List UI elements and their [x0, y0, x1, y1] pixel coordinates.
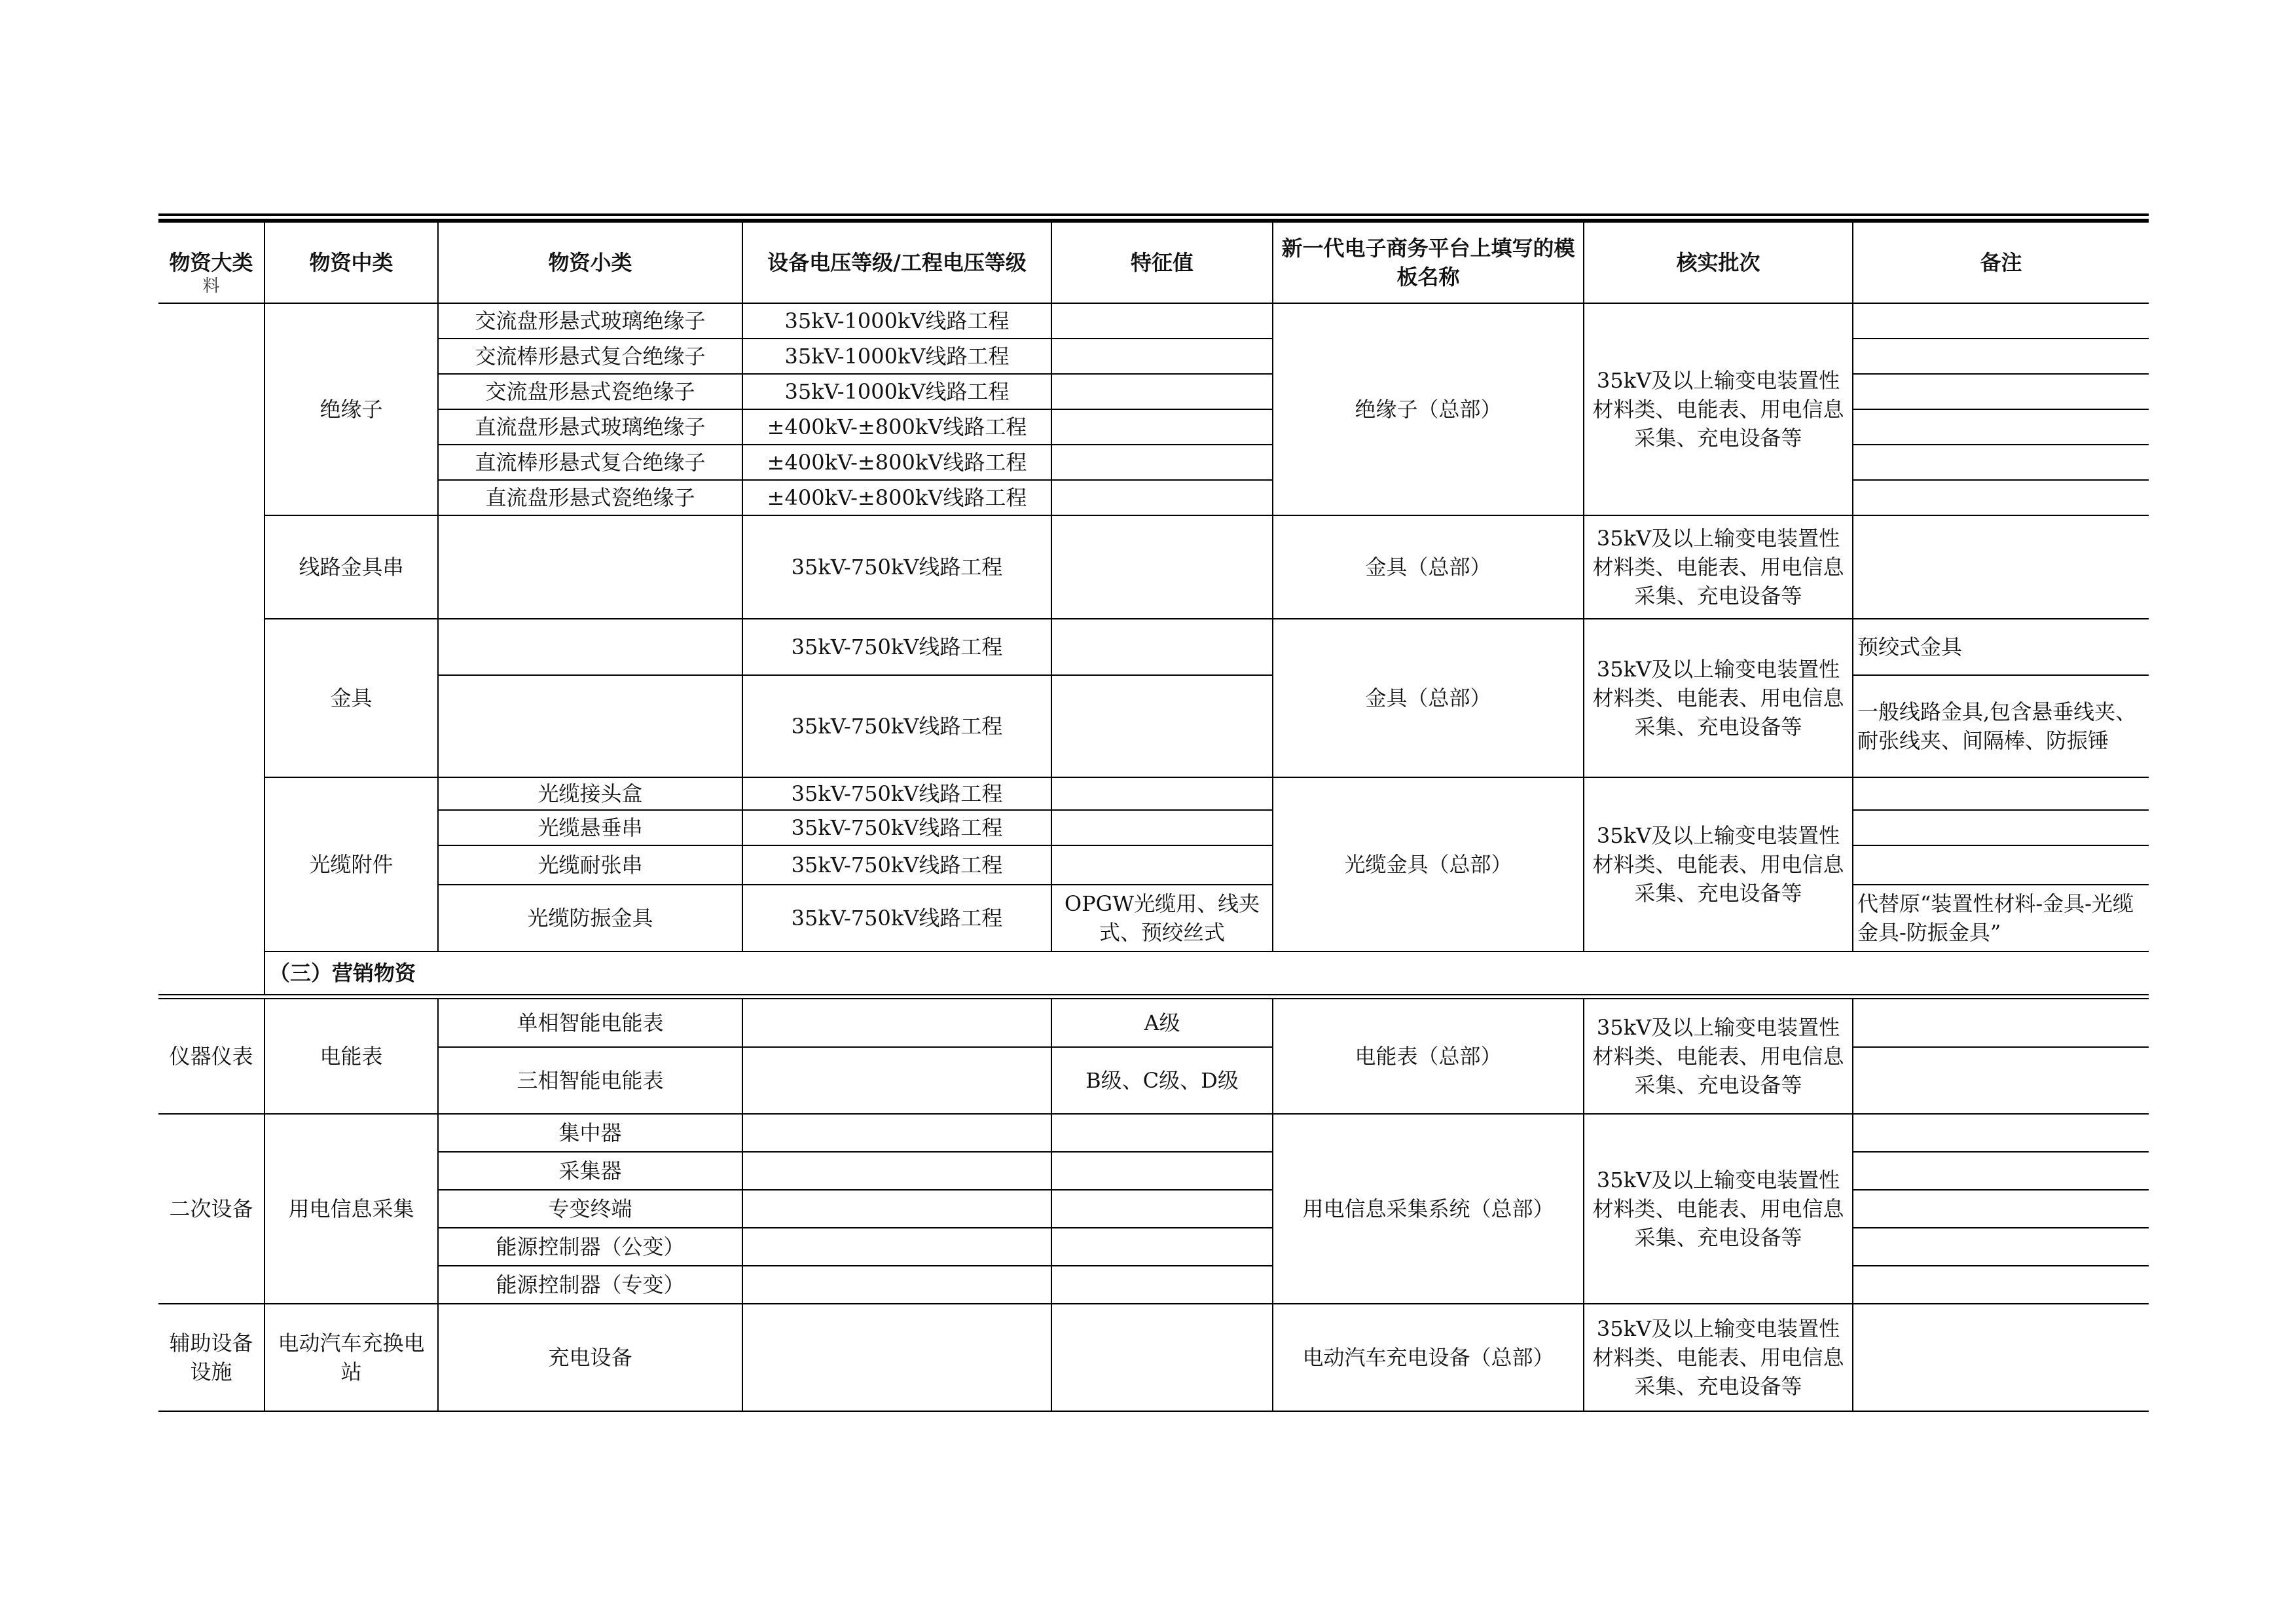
template-fitting: 金具（总部）: [1273, 619, 1584, 777]
remark-cell: 代替原“装置性材料-金具-光缆金具-防振金具”: [1853, 885, 2149, 951]
remark-cell: [1853, 374, 2149, 409]
voltage-cell: [742, 1047, 1051, 1114]
voltage-cell: 35kV-750kV线路工程: [742, 619, 1051, 675]
middle-string-fitting: 线路金具串: [264, 515, 438, 619]
remark-cell: [1853, 515, 2149, 619]
remark-cell: [1853, 445, 2149, 480]
feature-cell: [1051, 445, 1273, 480]
table-row: [158, 1114, 2149, 1152]
minor-cell: 采集器: [438, 1152, 742, 1190]
batch-collect: 35kV及以上输变电装置性材料类、电能表、用电信息采集、充电设备等: [1584, 1114, 1853, 1304]
remark-cell: [1853, 339, 2149, 374]
minor-cell: [438, 675, 742, 777]
template-charging: 电动汽车充电设备（总部）: [1273, 1304, 1584, 1411]
feature-cell: [1051, 1304, 1273, 1411]
header-row: [158, 222, 2149, 303]
feature-cell: [1051, 303, 1273, 339]
remark-cell: [1853, 1304, 2149, 1411]
voltage-cell: 35kV-750kV线路工程: [742, 885, 1051, 951]
major-category-cell: [158, 276, 264, 995]
voltage-cell: 35kV-1000kV线路工程: [742, 303, 1051, 339]
feature-cell: [1051, 339, 1273, 374]
minor-cell: 单相智能电能表: [438, 999, 742, 1047]
voltage-cell: [742, 1304, 1051, 1411]
materials-table: [158, 221, 2149, 995]
middle-optical: 光缆附件: [264, 777, 438, 951]
header-batch: 核实批次: [1584, 222, 1853, 303]
major-meter: 仪器仪表: [158, 999, 264, 1114]
remark-cell: [1853, 1047, 2149, 1114]
feature-cell: B级、C级、D级: [1051, 1047, 1273, 1114]
voltage-cell: ±400kV-±800kV线路工程: [742, 445, 1051, 480]
middle-insulator: 绝缘子: [264, 303, 438, 515]
voltage-cell: [742, 1266, 1051, 1304]
major-collect: 二次设备: [158, 1114, 264, 1304]
major-charging: 辅助设备设施: [158, 1304, 264, 1411]
top-double-rule: [158, 213, 2149, 216]
voltage-cell: [742, 1114, 1051, 1152]
minor-cell: 充电设备: [438, 1304, 742, 1411]
section-title: （三）营销物资: [264, 951, 2149, 995]
remark-cell: [1853, 1152, 2149, 1190]
template-insulator: 绝缘子（总部）: [1273, 303, 1584, 515]
voltage-cell: [742, 999, 1051, 1047]
remark-cell: 预绞式金具: [1853, 619, 2149, 675]
header-major: 物资大类: [158, 222, 264, 303]
voltage-cell: 35kV-1000kV线路工程: [742, 374, 1051, 409]
template-meter: 电能表（总部）: [1273, 999, 1584, 1114]
remark-cell: [1853, 810, 2149, 845]
feature-cell: [1051, 374, 1273, 409]
header-template: 新一代电子商务平台上填写的模板名称: [1273, 222, 1584, 303]
middle-charging: 电动汽车充换电站: [264, 1304, 438, 1411]
feature-cell: A级: [1051, 999, 1273, 1047]
remark-cell: [1853, 303, 2149, 339]
feature-cell: [1051, 515, 1273, 619]
minor-cell: 交流盘形悬式瓷绝缘子: [438, 374, 742, 409]
header-voltage: 设备电压等级/工程电压等级: [742, 222, 1051, 303]
section-row: [158, 951, 2149, 995]
minor-cell: 直流盘形悬式玻璃绝缘子: [438, 409, 742, 445]
feature-cell: [1051, 1114, 1273, 1152]
feature-cell: [1051, 1190, 1273, 1228]
batch-fitting: 35kV及以上输变电装置性材料类、电能表、用电信息采集、充电设备等: [1584, 619, 1853, 777]
remark-cell: [1853, 999, 2149, 1047]
table-row: [158, 1304, 2149, 1411]
feature-cell: [1051, 777, 1273, 810]
minor-cell: 三相智能电能表: [438, 1047, 742, 1114]
header-minor: 物资小类: [438, 222, 742, 303]
batch-string-fitting: 35kV及以上输变电装置性材料类、电能表、用电信息采集、充电设备等: [1584, 515, 1853, 619]
cutoff-char: 料: [202, 276, 220, 296]
header-middle: 物资中类: [264, 222, 438, 303]
middle-collect: 用电信息采集: [264, 1114, 438, 1304]
feature-cell: [1051, 845, 1273, 885]
minor-cell: 直流棒形悬式复合绝缘子: [438, 445, 742, 480]
batch-charging: 35kV及以上输变电装置性材料类、电能表、用电信息采集、充电设备等: [1584, 1304, 1853, 1411]
remark-cell: 一般线路金具,包含悬垂线夹、耐张线夹、间隔棒、防振锤: [1853, 675, 2149, 777]
minor-cell: 光缆耐张串: [438, 845, 742, 885]
minor-cell: 光缆悬垂串: [438, 810, 742, 845]
feature-cell: [1051, 619, 1273, 675]
voltage-cell: 35kV-750kV线路工程: [742, 675, 1051, 777]
header-feature: 特征值: [1051, 222, 1273, 303]
voltage-cell: 35kV-750kV线路工程: [742, 777, 1051, 810]
minor-cell: [438, 619, 742, 675]
feature-cell: [1051, 1266, 1273, 1304]
minor-cell: 光缆防振金具: [438, 885, 742, 951]
header-remark: 备注: [1853, 222, 2149, 303]
remark-cell: [1853, 1114, 2149, 1152]
voltage-cell: ±400kV-±800kV线路工程: [742, 480, 1051, 515]
middle-meter: 电能表: [264, 999, 438, 1114]
template-string-fitting: 金具（总部）: [1273, 515, 1584, 619]
document-sheet: [158, 0, 2149, 1624]
minor-cell: 交流盘形悬式玻璃绝缘子: [438, 303, 742, 339]
batch-meter: 35kV及以上输变电装置性材料类、电能表、用电信息采集、充电设备等: [1584, 999, 1853, 1114]
minor-cell: 集中器: [438, 1114, 742, 1152]
template-optical: 光缆金具（总部）: [1273, 777, 1584, 951]
voltage-cell: 35kV-750kV线路工程: [742, 845, 1051, 885]
table-row: [158, 999, 2149, 1047]
batch-optical: 35kV及以上输变电装置性材料类、电能表、用电信息采集、充电设备等: [1584, 777, 1853, 951]
feature-cell: [1051, 1152, 1273, 1190]
remark-cell: [1853, 777, 2149, 810]
minor-cell: 专变终端: [438, 1190, 742, 1228]
marketing-table: [158, 998, 2149, 1412]
table-row: [158, 515, 2149, 619]
remark-cell: [1853, 480, 2149, 515]
feature-cell: OPGW光缆用、线夹式、预绞丝式: [1051, 885, 1273, 951]
remark-cell: [1853, 1228, 2149, 1266]
voltage-cell: [742, 1152, 1051, 1190]
minor-cell: 光缆接头盒: [438, 777, 742, 810]
voltage-cell: [742, 1190, 1051, 1228]
minor-cell: 直流盘形悬式瓷绝缘子: [438, 480, 742, 515]
voltage-cell: 35kV-750kV线路工程: [742, 515, 1051, 619]
feature-cell: [1051, 810, 1273, 845]
remark-cell: [1853, 409, 2149, 445]
feature-cell: [1051, 480, 1273, 515]
remark-cell: [1853, 1266, 2149, 1304]
voltage-cell: 35kV-750kV线路工程: [742, 810, 1051, 845]
batch-insulator: 35kV及以上输变电装置性材料类、电能表、用电信息采集、充电设备等: [1584, 303, 1853, 515]
voltage-cell: 35kV-1000kV线路工程: [742, 339, 1051, 374]
minor-cell: 交流棒形悬式复合绝缘子: [438, 339, 742, 374]
table-row: [158, 303, 2149, 339]
remark-cell: [1853, 845, 2149, 885]
voltage-cell: ±400kV-±800kV线路工程: [742, 409, 1051, 445]
minor-cell: 能源控制器（公变）: [438, 1228, 742, 1266]
middle-fitting: 金具: [264, 619, 438, 777]
feature-cell: [1051, 1228, 1273, 1266]
remark-cell: [1853, 1190, 2149, 1228]
voltage-cell: [742, 1228, 1051, 1266]
feature-cell: [1051, 409, 1273, 445]
feature-cell: [1051, 675, 1273, 777]
minor-cell: [438, 515, 742, 619]
table-row: [158, 777, 2149, 810]
minor-cell: 能源控制器（专变）: [438, 1266, 742, 1304]
table-row: [158, 619, 2149, 675]
template-collect: 用电信息采集系统（总部）: [1273, 1114, 1584, 1304]
